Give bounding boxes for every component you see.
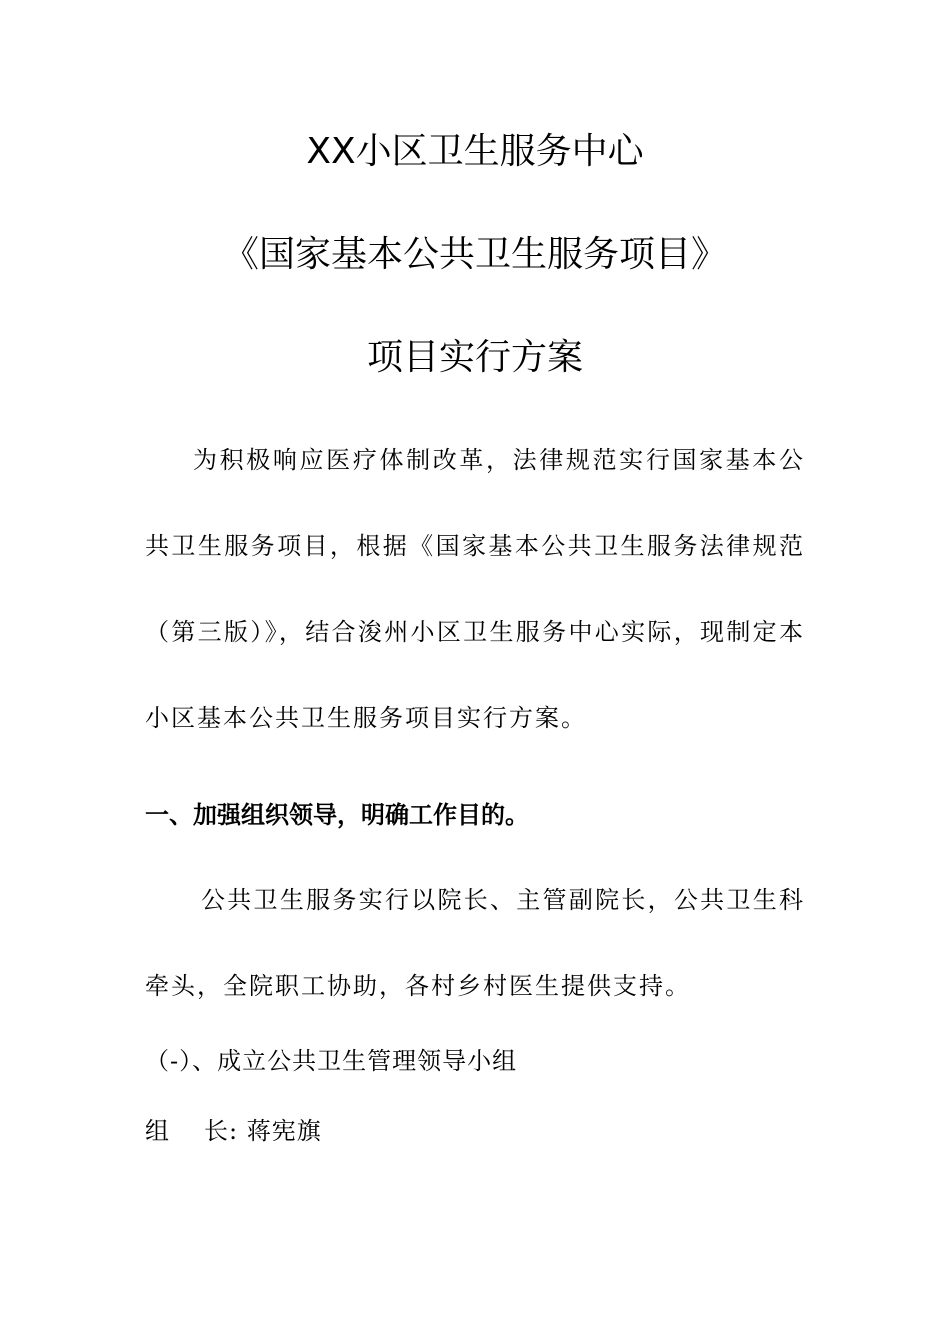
document-title-line-3: 项目实行方案 [366, 337, 583, 378]
leader-line [145, 1113, 322, 1149]
document-title-line-2: 《国家基本公共卫生服务项目》 [222, 234, 727, 275]
intro-paragraph: 为积极响应医疗体制改革，法律规范实行国家基本公共卫生服务项目，根据《国家基本公共卫生服务法律规范（第三版）》，结合浚州小区卫生服务中心实际，现制定本小区基本公共卫生服务项目实行方案。 [145, 446, 805, 732]
subsection-1-heading: （-）、成立公共卫生管理领导小组 [145, 1047, 518, 1075]
document-title-line-1: XX小区卫生服务中心 [306, 131, 644, 172]
section-1-heading: 一、加强组织领导，明确工作目的。 [145, 801, 529, 829]
leader-name: 蒋宪旗 [246, 1117, 322, 1145]
section-1-paragraph: 公共卫生服务实行以院长、主管副院长，公共卫生科牵头，全院职工协助，各村乡村医生提供支持。 [145, 886, 805, 1000]
leader-label-char-1: 组 [145, 1117, 170, 1145]
leader-label-char-2: 长: [204, 1117, 239, 1145]
